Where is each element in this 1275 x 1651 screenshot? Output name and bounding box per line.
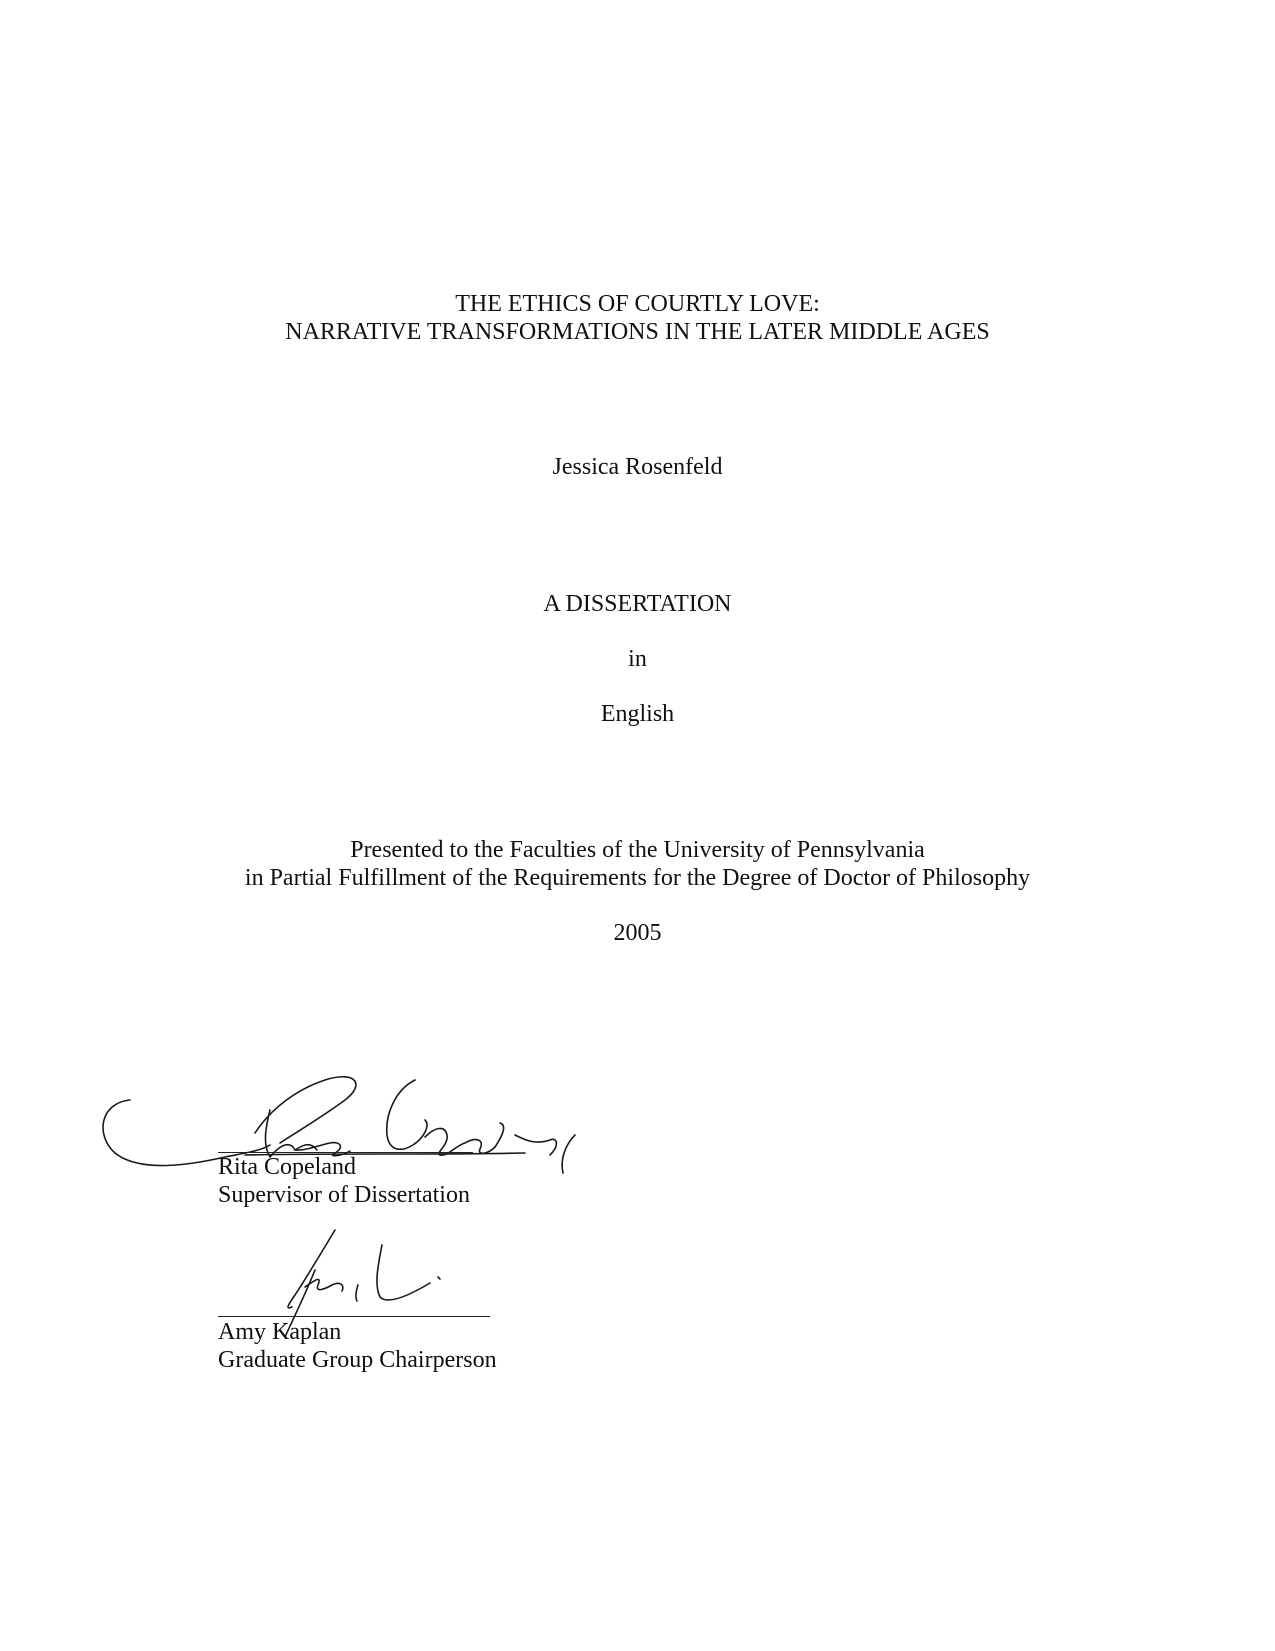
year: 2005	[613, 920, 662, 946]
title-line-2: NARRATIVE TRANSFORMATIONS IN THE LATER MIDDLE AGES	[285, 319, 990, 345]
author-name: Jessica Rosenfeld	[552, 454, 723, 480]
connector-word: in	[628, 646, 647, 672]
field-of-study: English	[600, 701, 675, 727]
presentation-line-2: in Partial Fulfillment of the Requirements for the Degree of Doctor of Philosophy	[244, 865, 1031, 891]
title-line-1: THE ETHICS OF COURTLY LOVE:	[455, 291, 820, 317]
document-type: A DISSERTATION	[543, 591, 732, 617]
signer-1-name: Rita Copeland	[218, 1154, 356, 1180]
presentation-line-1: Presented to the Faculties of the University of Pennsylvania	[350, 837, 925, 863]
signature-rule-2	[218, 1316, 490, 1317]
signer-1-role: Supervisor of Dissertation	[218, 1182, 470, 1208]
signer-2-role: Graduate Group Chairperson	[218, 1347, 497, 1373]
signer-2-name: Amy Kaplan	[218, 1319, 342, 1345]
